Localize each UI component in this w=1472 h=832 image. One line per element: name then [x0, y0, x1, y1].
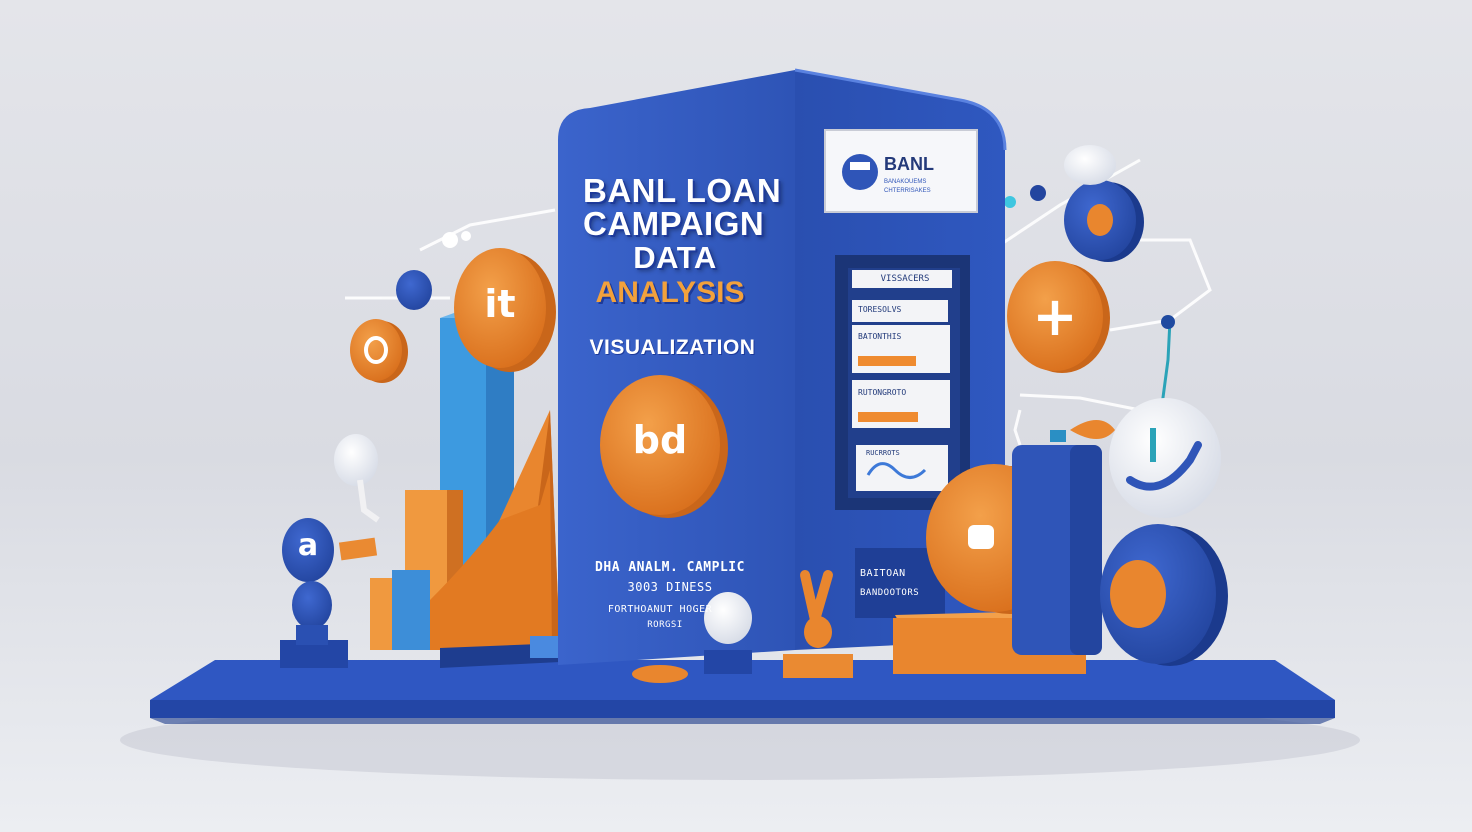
coin-right-top-label: + — [1032, 285, 1078, 348]
orange-disc-floor — [632, 665, 688, 683]
node-white-2 — [461, 231, 471, 241]
coin-left-small-label: a — [297, 528, 319, 563]
teal-node — [1161, 315, 1175, 329]
coin-left-top-label: it — [484, 282, 516, 326]
bank-sign-subtitle: BANAKOUEMS CHTERRISAKES — [884, 179, 931, 194]
coin-blue-small — [396, 270, 432, 310]
base-platform-lip — [150, 718, 1335, 724]
node-white-1 — [442, 232, 458, 248]
tower-front — [558, 70, 795, 665]
bank-sign-title: BANL — [884, 154, 934, 174]
bar-blue-small — [392, 570, 430, 650]
white-cloud-icon — [1064, 145, 1116, 185]
teal-node-2 — [1004, 196, 1016, 208]
orange-tray — [783, 654, 853, 678]
screen-row-4-label: RUCRROTS — [866, 449, 900, 457]
orange-leaf — [1070, 420, 1115, 439]
coin-white-chart — [1109, 398, 1221, 518]
tower-subtitle: VISUALIZATION — [589, 336, 756, 359]
tower-footer-line-1: DHA ANALM. CAMPLIC — [595, 560, 745, 575]
screen-row-3-label: RUTONGROTO — [858, 388, 907, 397]
orange-small-block — [339, 538, 377, 561]
tower-title-highlight: ANALYSIS — [595, 276, 745, 309]
tower-title-line-3: DATA — [633, 240, 717, 275]
coin-white-small — [704, 592, 752, 644]
screen-row-1-label: TORESOLVS — [858, 305, 902, 314]
screen-header-label: VISSACERS — [880, 274, 930, 284]
tower-footer-line-4: RORGSI — [647, 620, 683, 630]
screen-row-2-label: BATONTHIS — [858, 332, 902, 341]
tower-footer-line-2: 3003 DINESS — [627, 580, 713, 594]
coin-blue-left-2 — [292, 581, 332, 629]
coin-bd-label: bd — [632, 418, 688, 462]
bank-logo-icon — [842, 154, 878, 190]
side-card-line-2: BANDOOTORS — [860, 588, 920, 598]
base-platform-front — [150, 700, 1335, 718]
tower-title-line-1: BANL LOAN — [583, 172, 782, 209]
white-balloon — [334, 434, 378, 486]
side-card-line-1: BAITOAN — [860, 568, 906, 579]
coin-orange-left — [350, 319, 402, 381]
node-dark — [1030, 185, 1046, 201]
tower-footer-line-3: FORTHOANUT HOGER — [607, 604, 713, 615]
tower-title-line-2: CAMPAIGN — [583, 205, 765, 242]
